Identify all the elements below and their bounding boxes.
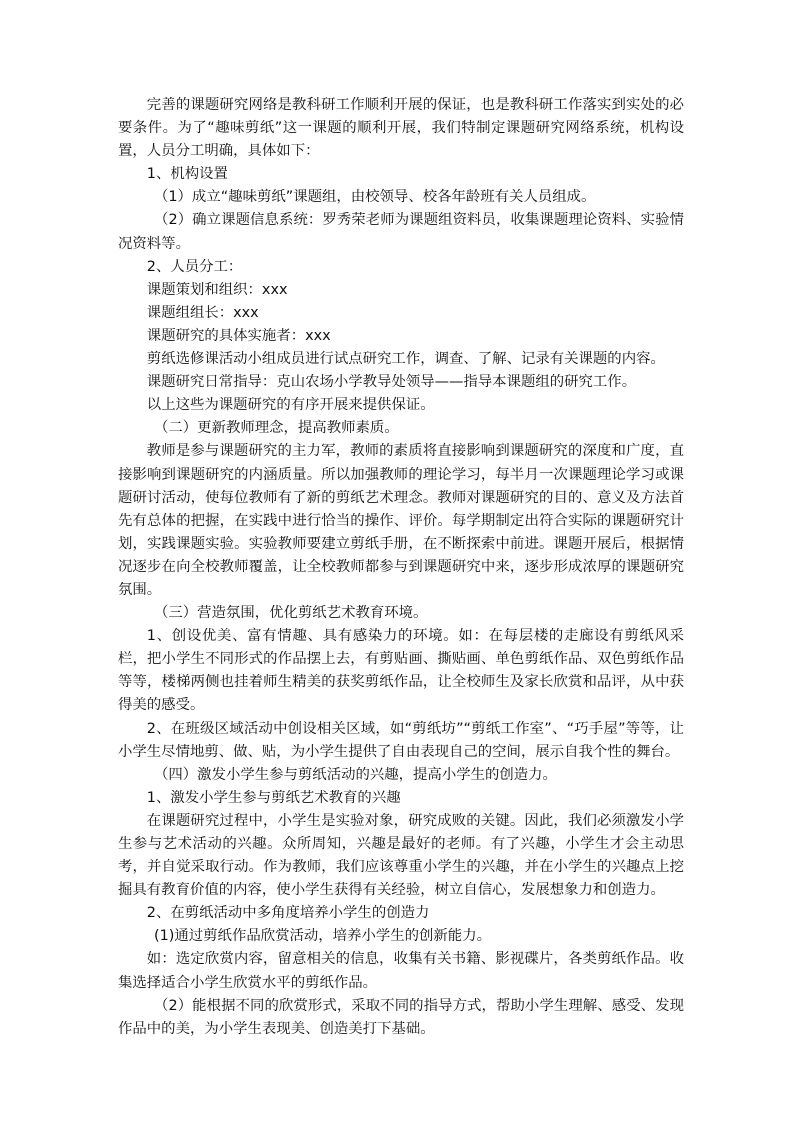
staffing-implementer: 课题研究的具体实施者：xxx	[146, 327, 331, 344]
intro-paragraph: 完善的课题研究网络是教科研工作顺利开展的保证，也是教科研工作落实到实处的必要条件。为了“趣味剪纸”这一课题的顺利开展，我们特制定课题研究网络系统，机构设置，人员分工明确，具体如下：	[118, 97, 684, 160]
staffing-group-members: 剪纸选修课活动小组成员进行试点研究工作，调查、了解、记录有关课题的内容。	[146, 351, 665, 368]
creativity-item-2: （2）能根据不同的欣赏形式，采取不同的指导方式，帮助小学生理解、感受、发现作品中的美，为小学生表现美、创造美打下基础。	[118, 997, 684, 1037]
staffing-planner: 课题策划和组织：xxx	[146, 281, 288, 298]
organization-item-2: （2）确立课题信息系统：罗秀荣老师为课题组资料员，收集课题理论资料、实验情况资料等。	[118, 212, 684, 252]
subheading-student-interest: 1、激发小学生参与剪纸艺术教育的兴趣	[146, 789, 401, 806]
creativity-item-1: (1)通过剪纸作品欣赏活动，培养小学生的创新能力。	[154, 928, 491, 945]
staffing-leader: 课题组组长：xxx	[146, 304, 259, 321]
organization-item-1: （1）成立“趣味剪纸”课题组，由校领导、校各年龄班有关人员组成。	[154, 189, 596, 206]
document-page	[118, 94, 684, 1041]
staffing-summary: 以上这些为课题研究的有序开展来提供保证。	[146, 397, 435, 414]
section-heading-student-interest: （四）激发小学生参与剪纸活动的兴趣，提高小学生的创造力。	[154, 766, 557, 783]
teacher-concept-paragraph: 教师是参与课题研究的主力军，教师的素质将直接影响到课题研究的深度和广度，直接影响到课题研究的内涵质量。所以加强教师的理论学习，每半月一次课题理论学习或课题研讨活动，使每位教师有了新的剪纸艺术理念。教师对课题研究的目的、意义及方法首先有总体的把握，在实践中进行恰当的操作、评价。每学期制定出符合实际的课题研究计划，实践课题实验。实验教师要建立剪纸手册，在不断探索中前进。课题开展后，根据情况逐步在向全校教师覆盖，让全校教师都参与到课题研究中来，逐步形成浓厚的课题研究氛围。	[118, 443, 684, 598]
section-heading-environment: （三）营造氛围，优化剪纸艺术教育环境。	[154, 605, 428, 622]
creativity-example: 如：选定欣赏内容，留意相关的信息，收集有关书籍、影视碟片，各类剪纸作品。收集选择适合小学生欣赏水平的剪纸作品。	[118, 951, 684, 991]
student-interest-paragraph: 在课题研究过程中，小学生是实验对象，研究成败的关键。因此，我们必须激发小学生参与艺术活动的兴趣。众所周知，兴趣是最好的老师。有了兴趣，小学生才会主动思考，并自觉采取行动。作为教师，我们应该尊重小学生的兴趣，并在小学生的兴趣点上挖掘具有教育价值的内容，使小学生获得有关经验，树立自信心，发展想象力和创造力。	[118, 812, 684, 899]
section-heading-teacher-concept: （二）更新教师理念，提高教师素质。	[154, 420, 399, 437]
subheading-creativity: 2、在剪纸活动中多角度培养小学生的创造力	[146, 905, 430, 922]
section-heading-staffing: 2、人员分工：	[146, 258, 243, 275]
staffing-daily-guidance: 课题研究日常指导：克山农场小学教导处领导——指导本课题组的研究工作。	[146, 374, 637, 391]
environment-paragraph-2: 2、在班级区域活动中创设相关区域，如“剪纸坊”“剪纸工作室”、“巧手屋”等等，让小学生尽情地剪、做、贴，为小学生提供了自由表现自己的空间，展示自我个性的舞台。	[118, 720, 684, 760]
environment-paragraph-1: 1、创设优美、富有情趣、具有感染力的环境。如：在每层楼的走廊设有剪纸风采栏，把小学生不同形式的作品摆上去，有剪贴画、撕贴画、单色剪纸作品、双色剪纸作品等等，楼梯两侧也挂着师生精美的获奖剪纸作品，让全校师生及家长欣赏和品评，从中获得美的感受。	[118, 628, 684, 714]
section-heading-organization: 1、机构设置	[146, 166, 228, 183]
